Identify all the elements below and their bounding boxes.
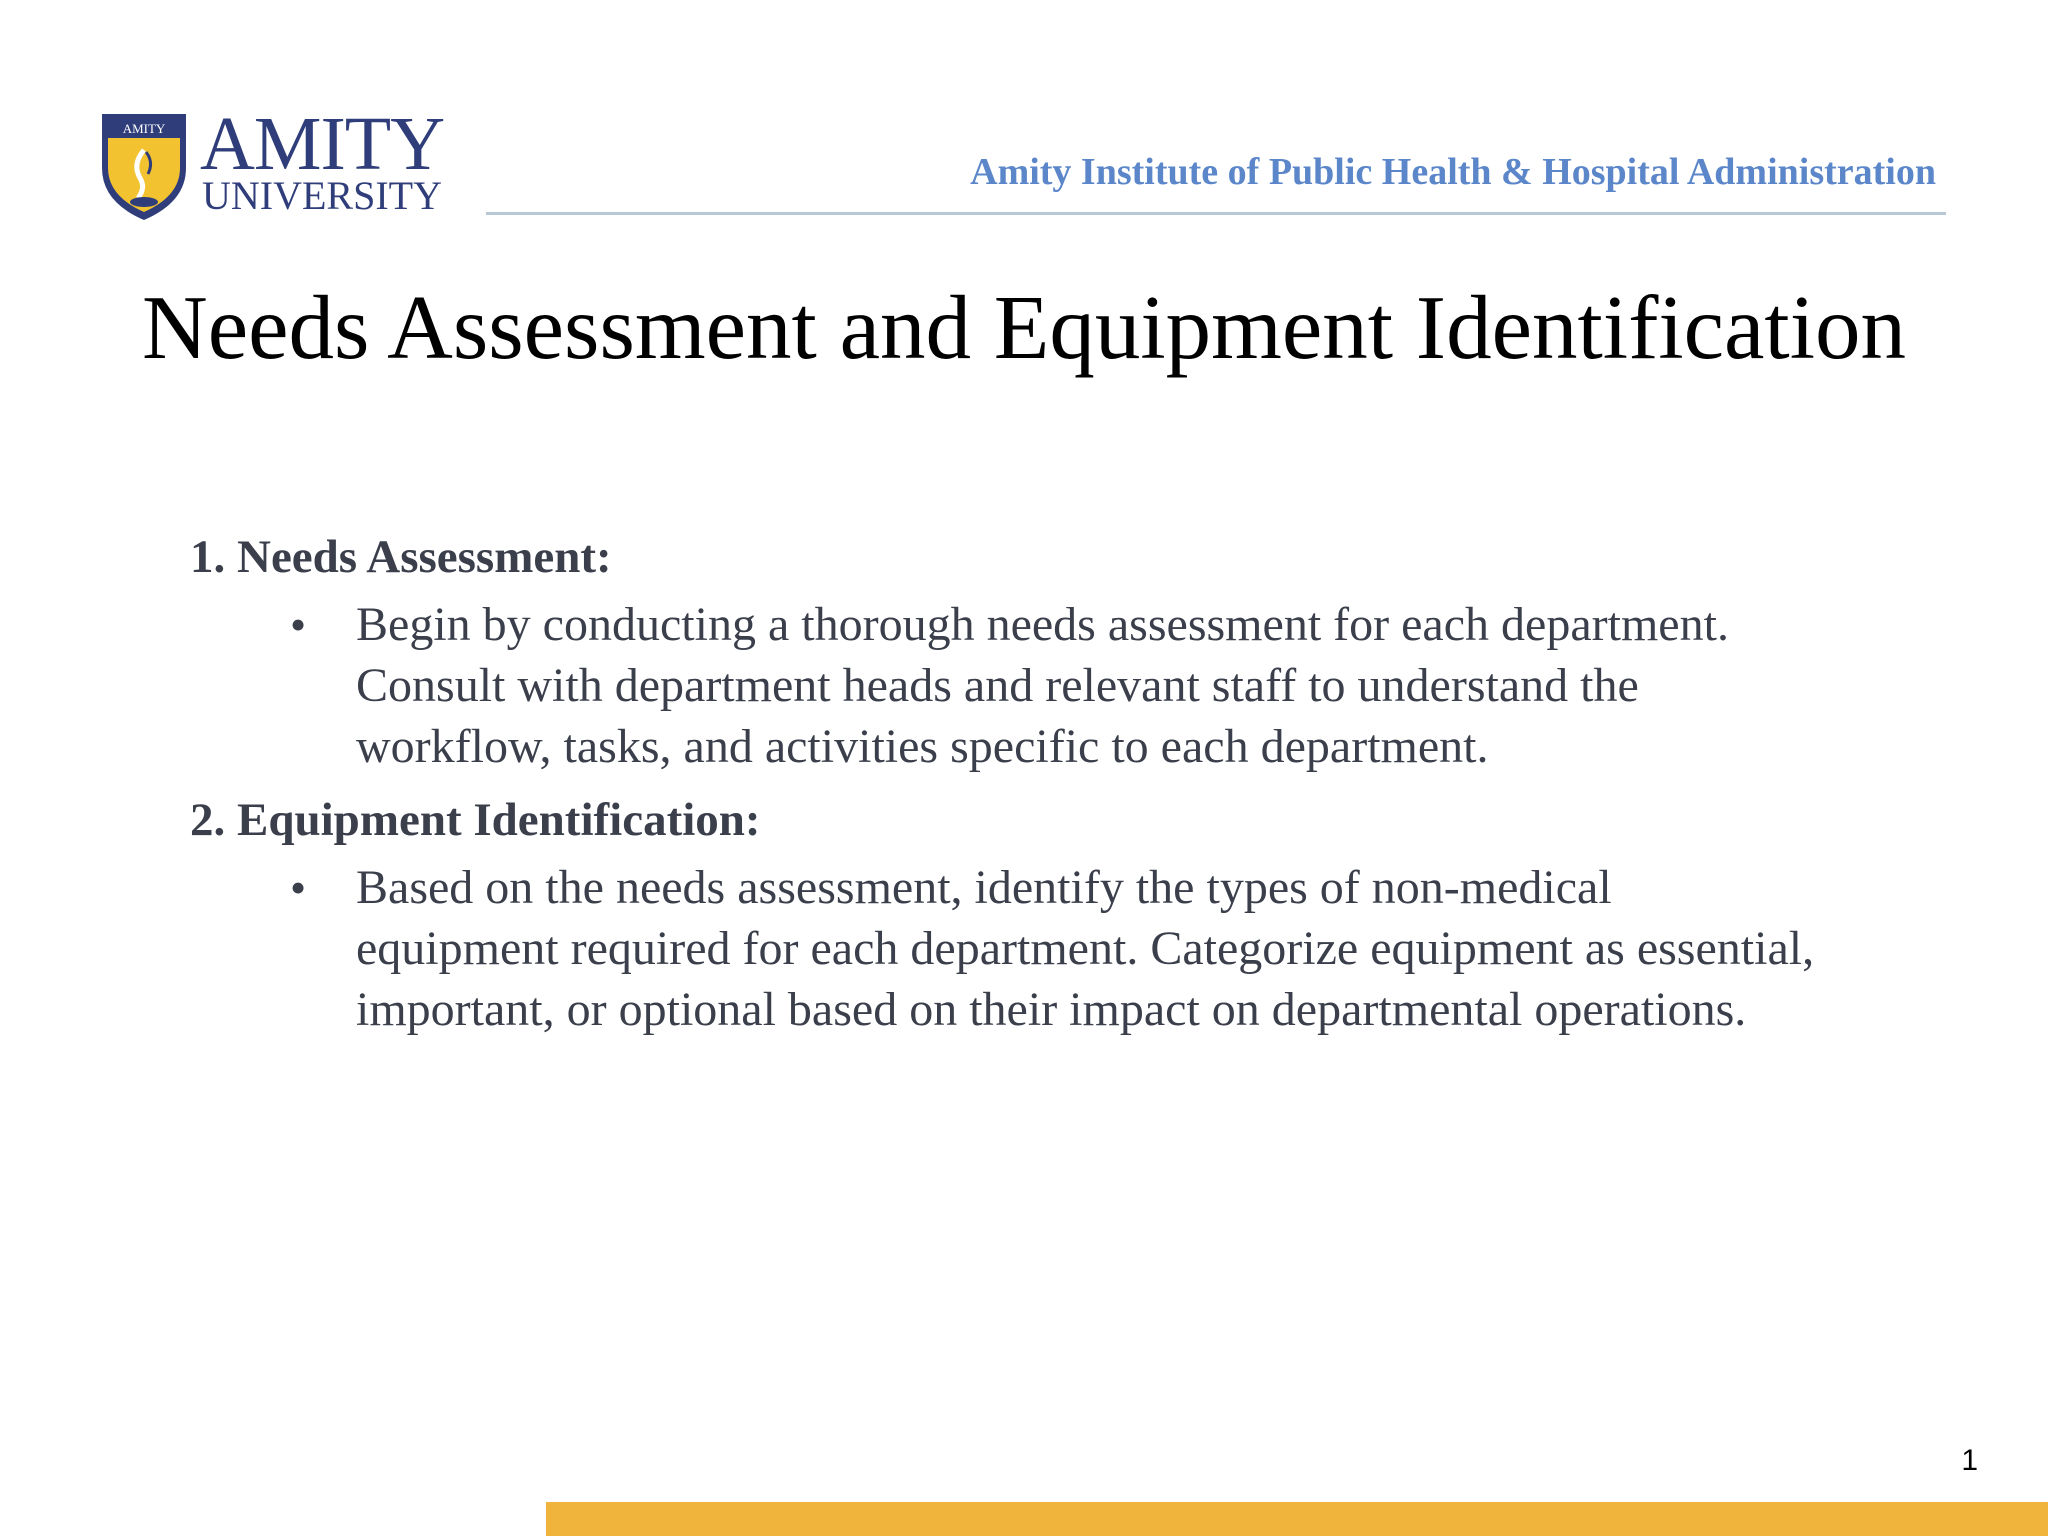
bullet-line: Based on the needs assessment, identify the types of non-medical [356, 861, 1612, 914]
bullet-dot: • [290, 862, 307, 913]
svg-text:AMITY: AMITY [122, 121, 166, 136]
amity-crest-icon [96, 106, 192, 224]
bullet-line: equipment required for each department. Categorize equipment as essential, [356, 922, 1815, 975]
section-heading-needs-assessment: 1. Needs Assessment: [190, 531, 612, 583]
bullet-needs-assessment [190, 594, 1950, 777]
slide-title: Needs Assessment and Equipment Identification [141, 277, 1906, 378]
institute-name: Amity Institute of Public Health & Hospital Administration [970, 151, 1936, 193]
amity-logo [96, 104, 448, 222]
bullet-line: Consult with department heads and relevant staff to understand the [356, 659, 1639, 712]
accent-footer-bar [546, 1502, 2048, 1536]
page-number: 1 [1961, 1444, 1978, 1477]
section-heading-equipment-identification: 2. Equipment Identification: [190, 794, 761, 846]
bullet-equipment-identification [190, 857, 1950, 1040]
bullet-dot: • [290, 599, 307, 650]
logo-university-text: UNIVERSITY [202, 173, 442, 218]
header-divider [486, 212, 1946, 215]
logo-amity-text: AMITY [200, 102, 445, 186]
slide-content [190, 526, 1950, 1052]
bullet-line: important, or optional based on their impact on departmental operations. [356, 983, 1747, 1036]
bullet-line: workflow, tasks, and activities specific to each department. [356, 720, 1489, 773]
bullet-line: Begin by conducting a thorough needs assessment for each department. [356, 598, 1729, 651]
